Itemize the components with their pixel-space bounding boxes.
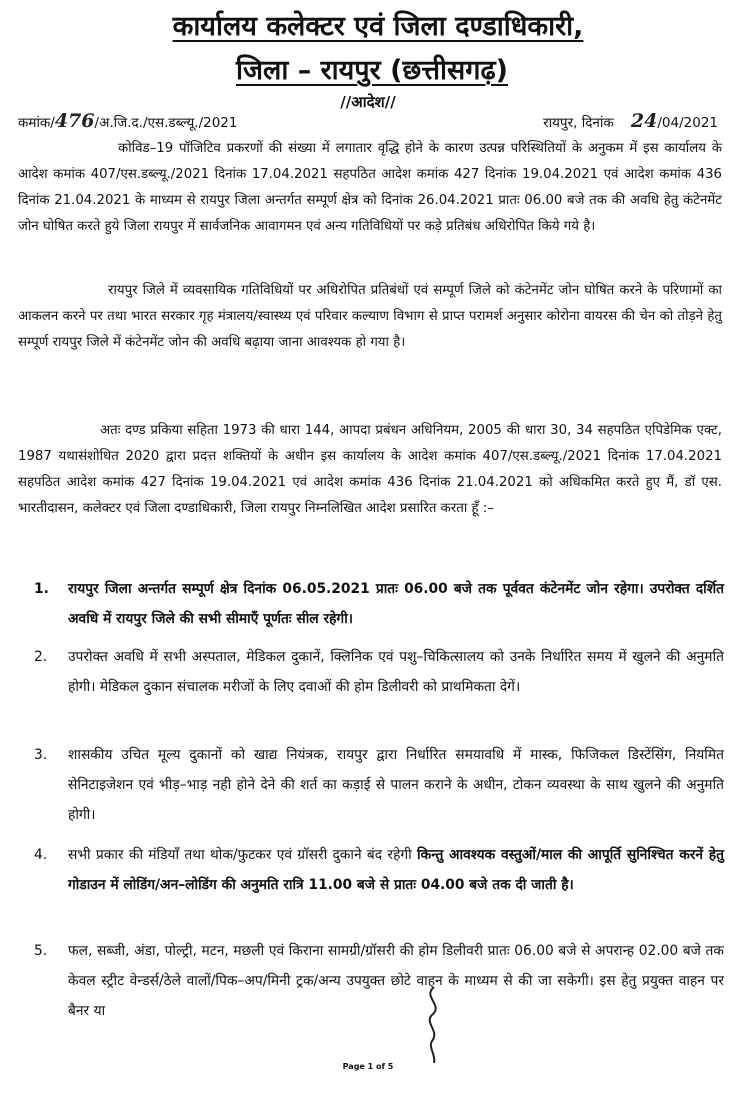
office-title: कार्यालय कलेक्टर एवं जिला दण्डाधिकारी,	[172, 11, 584, 42]
item-number: 5.	[34, 943, 48, 959]
item-text: उपरोक्त अवधि में सभी अस्पताल, मेडिकल दुकानें, क्लिनिक एवं पशु–चिकित्सालय को उनके निर्धारित समय में खुलने की अनुमति होगी। मेडिकल दुकान संचालक मरीजों के लिए दवाओं की होम डिलीवरी को प्राथमिकता देगें।	[68, 649, 724, 695]
paragraph-authority: अतः दण्ड प्रकिया सहिता 1973 की धारा 144, आपदा प्रबंधन अधिनियम, 2005 की धारा 30, 34 सहपठित एपिडेमिक एक्ट, 1987 यथासंशोधित 2020 द्वारा प्रदत्त शक्तियों के अधीन इस कार्यालय के आदेश कमांक 407/एस.डब्ल्यू./2021 दिनांक 17.04.2021 सहपठित आदेश कमांक 427 दिनांक 19.04.2021 एवं आदेश कमांक 436 दिनांक 21.04.2021 को अधिकमित करते हुए मैं, डॉ एस. भारतीदासन, कलेक्टर एवं जिला दण्डाधिकारी, जिला रायपुर निम्नलिखित आदेश प्रसारित करता हूँ :–	[18, 423, 722, 516]
item-text: रायपुर जिला अन्तर्गत सम्पूर्ण क्षेत्र दिनांक 06.05.2021 प्रातः 06.00 बजे तक पूर्ववत कंटेनमेंट जोन रहेगा। उपरोक्त दर्शित अवधि में रायपुर जिले की सभी सीमाऍं पूर्णतः सील रहेगी।	[68, 581, 724, 627]
order-item-3	[34, 740, 724, 830]
order-item-1	[34, 574, 724, 634]
order-label: //आदेश//	[340, 93, 396, 111]
item-text	[68, 840, 724, 900]
item-text: शासकीय उचित मूल्य दुकानों को खाद्य नियंत्रक, रायपुर द्वारा निर्धारित समयावधि में मास्क, फिजिकल डिस्टेंसिंग, नियमित सेनिटाइजेशन एवं भीड़–भाड़ नही होने देने की शर्त का कड़ाई से पालन कराने के अधीन, टोकन व्यवस्था के साथ खुलने की अनुमति होगी।	[68, 747, 724, 823]
pen-mark-icon	[414, 985, 454, 1065]
order-number-prefix: कमांक/	[18, 115, 55, 131]
order-item-5	[34, 936, 724, 1026]
order-date	[543, 110, 718, 132]
item-number: 3.	[34, 747, 48, 763]
paragraph-assessment: रायपुर जिले में व्यवसायिक गतिविधियों पर अधिरोपित प्रतिबंधों एवं सम्पूर्ण जिले को कंटेनमेंट जोन घोषित करने के परिणामों का आकलन करने पर तथा भारत सरकार गृह मंत्रालय/स्वास्थ्य एवं परिवार कल्याण विभाग से प्राप्त परामर्श अनुसार कोरोना वायरस की चेन को तोड़ने हेतु सम्पूर्ण रायपुर जिले में कंटेनमेंट जोन की अवधि बढ़ाया जाना आवश्यक हो गया है।	[18, 283, 722, 350]
item-text-bold: किन्तु आवश्यक वस्तुओं/माल की आपूर्ति सुनिश्चित करनें हेतु गोडाउन में लोडिंग/अन–लोडिंग की अनुमति रात्रि 11.00 बजे से प्रातः 04.00 बजे तक दी जाती है।	[68, 847, 724, 893]
district-title: जिला – रायपुर (छत्तीसगढ़)	[235, 55, 508, 86]
order-date-label: रायपुर, दिनांक	[543, 115, 614, 131]
order-number-suffix: /अ.जि.द./एस.डब्ल्यू./2021	[94, 115, 238, 131]
order-date-day-handwritten: 24	[630, 110, 658, 132]
order-date-month-year: /04/2021	[657, 115, 718, 131]
item-number: 1.	[34, 581, 49, 597]
page-number: Page 1 of 5	[342, 1062, 394, 1071]
paragraph-background: कोविड–19 पॉजिटिव प्रकरणों की संख्या में लगातार वृद्धि होने के कारण उत्पन्न परिस्थितियों के अनुकम में इस कार्यालय के आदेश कमांक 407/एस.डब्ल्यू./2021 दिनांक 17.04.2021 सहपठित आदेश कमांक 427 दिनांक 19.04.2021 एवं आदेश कमांक 436 दिनांक 21.04.2021 के माध्यम से रायपुर जिला अन्तर्गत सम्पूर्ण क्षेत्र को दिनांक 26.04.2021 प्रातः 06.00 बजे तक की अवधि हेतु कंटेनमेंट जोन घोषित करते हुये जिला रायपुर में सार्वजनिक आवागमन एवं अन्य गतिविधियों पर कड़े प्रतिबंध अधिरोपित किये गये है।	[18, 141, 722, 234]
order-item-2	[34, 642, 724, 702]
order-number-handwritten: 476	[54, 110, 95, 132]
item-text-normal: सभी प्रकार की मंडियॉं तथा थोक/फुटकर एवं ग्रॉसरी दुकाने बंद रहेगी	[68, 847, 418, 863]
item-number: 2.	[34, 649, 48, 665]
item-text: फल, सब्जी, अंडा, पोल्ट्री, मटन, मछली एवं किराना सामग्री/ग्रॉसरी की होम डिलीवरी प्रातः 06.00 बजे से अपरान्ह 02.00 बजे तक केवल स्ट्रीट वेन्डर्स/ठेले वालों/पिक–अप/मिनी ट्रक/अन्य उपयुक्त छोटे वाहन के माध्यम से की जा सकेगी। इस हेतु प्रयुक्त वाहन पर बैनर या	[68, 943, 724, 1019]
item-number: 4.	[34, 847, 48, 863]
order-number	[18, 110, 237, 132]
order-item-4	[34, 840, 724, 900]
reference-line	[18, 110, 718, 132]
